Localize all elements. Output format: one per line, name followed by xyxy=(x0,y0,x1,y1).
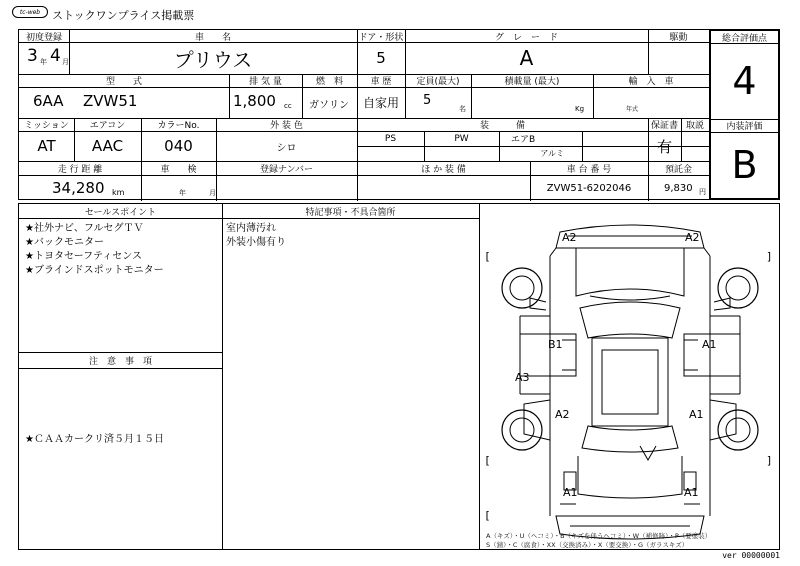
grade-label: グ レ ー ド xyxy=(494,32,558,43)
sales-point-item: ★トヨタセーフティセンス xyxy=(25,251,142,262)
bracket-close: ] xyxy=(766,454,773,467)
mission-value: AT xyxy=(37,137,56,155)
mileage-unit: km xyxy=(112,188,125,197)
first-reg-year: 3 xyxy=(27,46,38,66)
mark-front-left: A2 xyxy=(562,231,577,244)
score-box xyxy=(709,29,780,200)
caution-item: ★ＣＡＡカークリ済５月１５日 xyxy=(25,434,164,445)
bracket-open: [ xyxy=(484,509,491,522)
mark-a2-mid: A2 xyxy=(555,408,570,421)
manual-value xyxy=(681,131,709,161)
model-code-value: ZVW51 xyxy=(83,92,138,110)
mark-b-left: B1 xyxy=(548,338,563,351)
displacement-value: 1,800 xyxy=(233,92,276,110)
mileage-label: 走 行 距 離 xyxy=(57,164,103,175)
logo: tc-web xyxy=(12,6,48,18)
cautions-list xyxy=(25,433,164,447)
interior-score-value: B xyxy=(731,143,758,187)
color-no-value: 040 xyxy=(164,137,193,155)
equipment-item xyxy=(582,131,648,146)
equipment-item xyxy=(582,146,648,161)
interior-score-label: 内装評価 xyxy=(726,122,763,132)
sales-point-item: ★社外ナビ、フルセグＴＶ xyxy=(25,223,144,234)
inspection-label: 車 検 xyxy=(160,164,197,175)
aircon-label: エアコン xyxy=(89,121,126,131)
document-title: ストックワンプライス掲載票 xyxy=(52,9,195,22)
sales-point-item: ★バックモニター xyxy=(25,237,104,248)
reg-number-label: 登録ナンバー xyxy=(260,164,313,175)
aircon-value: AAC xyxy=(91,137,124,155)
import-label: 輸 入 車 xyxy=(628,77,674,87)
special-note-item: 外装小傷有り xyxy=(226,237,286,248)
bracket-open: [ xyxy=(484,250,491,263)
mission-label: ミッション xyxy=(24,121,69,131)
exterior-color-value: シロ xyxy=(276,142,297,154)
deposit-value: 9,830 xyxy=(664,183,693,194)
sales-points-label: セールスポイント xyxy=(84,207,157,218)
door-shape-label: ドア・形状 xyxy=(358,32,404,43)
equipment-item xyxy=(357,146,424,161)
usage-label: 車 歴 xyxy=(370,77,392,87)
special-notes-label: 特記事項・不具合箇所 xyxy=(305,207,396,218)
overall-score-label: 総合評価点 xyxy=(721,33,767,44)
special-note-item: 室内薄汚れ xyxy=(226,223,276,234)
fuel-value: ガソリン xyxy=(309,100,349,111)
displacement-unit: cc xyxy=(284,102,292,110)
first-reg-year-unit: 年 xyxy=(40,58,47,66)
sales-points-list xyxy=(25,222,164,278)
cautions-label: 注 意 事 項 xyxy=(88,356,152,367)
equipment-item: PS xyxy=(384,133,397,144)
equipment-item: アルミ xyxy=(540,149,564,158)
warranty-value: 有 xyxy=(656,137,672,156)
import-year-label: 年式 xyxy=(626,106,639,113)
mileage-value: 34,280 xyxy=(52,179,105,197)
exterior-color-label: 外 装 色 xyxy=(270,121,303,131)
version-label: ver 00000001 xyxy=(722,551,780,560)
deposit-unit: 円 xyxy=(699,188,706,196)
manual-label: 取説 xyxy=(685,121,704,131)
doors-value: 5 xyxy=(376,49,386,67)
drive-label: 駆動 xyxy=(669,32,688,43)
mark-front-right: A2 xyxy=(685,231,700,244)
deposit-label: 預託金 xyxy=(664,164,692,175)
overall-score-value: 4 xyxy=(732,59,757,103)
drive-value xyxy=(648,42,709,74)
inspection-month-unit: 月 xyxy=(209,189,216,197)
capacity-label: 定員(最大) xyxy=(416,77,460,87)
load-unit: Kg xyxy=(575,105,585,113)
model-prefix-value: 6AA xyxy=(33,92,64,110)
other-equipment-label: ほ か 装 備 xyxy=(421,164,466,175)
bracket-close: ] xyxy=(766,250,773,263)
legend-line: A（キズ）・U（ヘコミ）・B（キズを伴うヘコミ）・W（補修跡）・P（要塗装） xyxy=(486,532,712,540)
equipment-label: 装 備 xyxy=(479,121,525,131)
vehicle-info-table xyxy=(18,29,710,200)
color-no-label: カラーNo. xyxy=(157,121,200,131)
mark-rear-left: A1 xyxy=(563,486,578,499)
model-label: 型 式 xyxy=(105,77,142,87)
car-name-label: 車 名 xyxy=(194,32,231,43)
bracket-open: [ xyxy=(484,454,491,467)
grade-value: A xyxy=(519,46,534,70)
chassis-no-label: 車 台 番 号 xyxy=(566,164,612,175)
inspection-year-unit: 年 xyxy=(179,189,186,197)
mark-a-right: A1 xyxy=(702,338,717,351)
damage-diagram xyxy=(480,204,779,549)
mark-a1-mid: A1 xyxy=(689,408,704,421)
capacity-unit: 名 xyxy=(459,105,466,113)
car-name-value: プリウス xyxy=(173,47,253,72)
first-reg-month: 4 xyxy=(50,46,61,66)
chassis-no-value: ZVW51-6202046 xyxy=(546,182,632,194)
lower-section xyxy=(18,203,780,550)
first-reg-label: 初度登録 xyxy=(25,32,62,43)
displacement-label: 排 気 量 xyxy=(249,77,282,87)
warranty-label: 保証書 xyxy=(650,121,678,131)
load-label: 積載量 (最大) xyxy=(504,77,560,87)
mark-left-side: A3 xyxy=(515,371,530,384)
equipment-item: エアB xyxy=(511,135,536,145)
special-notes-list xyxy=(226,222,286,250)
capacity-value: 5 xyxy=(423,93,432,108)
mark-rear-right: A1 xyxy=(684,486,699,499)
legend-line: S（錆）・C（腐食）・XX（交換済み）・X（要交換）・G（ガラスキズ） xyxy=(486,541,689,549)
sales-point-item: ★ブラインドスポットモニター xyxy=(25,265,164,276)
equipment-item: PW xyxy=(454,133,469,144)
usage-value: 自家用 xyxy=(362,96,399,110)
fuel-label: 燃 料 xyxy=(315,77,343,87)
first-reg-month-unit: 月 xyxy=(62,58,69,66)
